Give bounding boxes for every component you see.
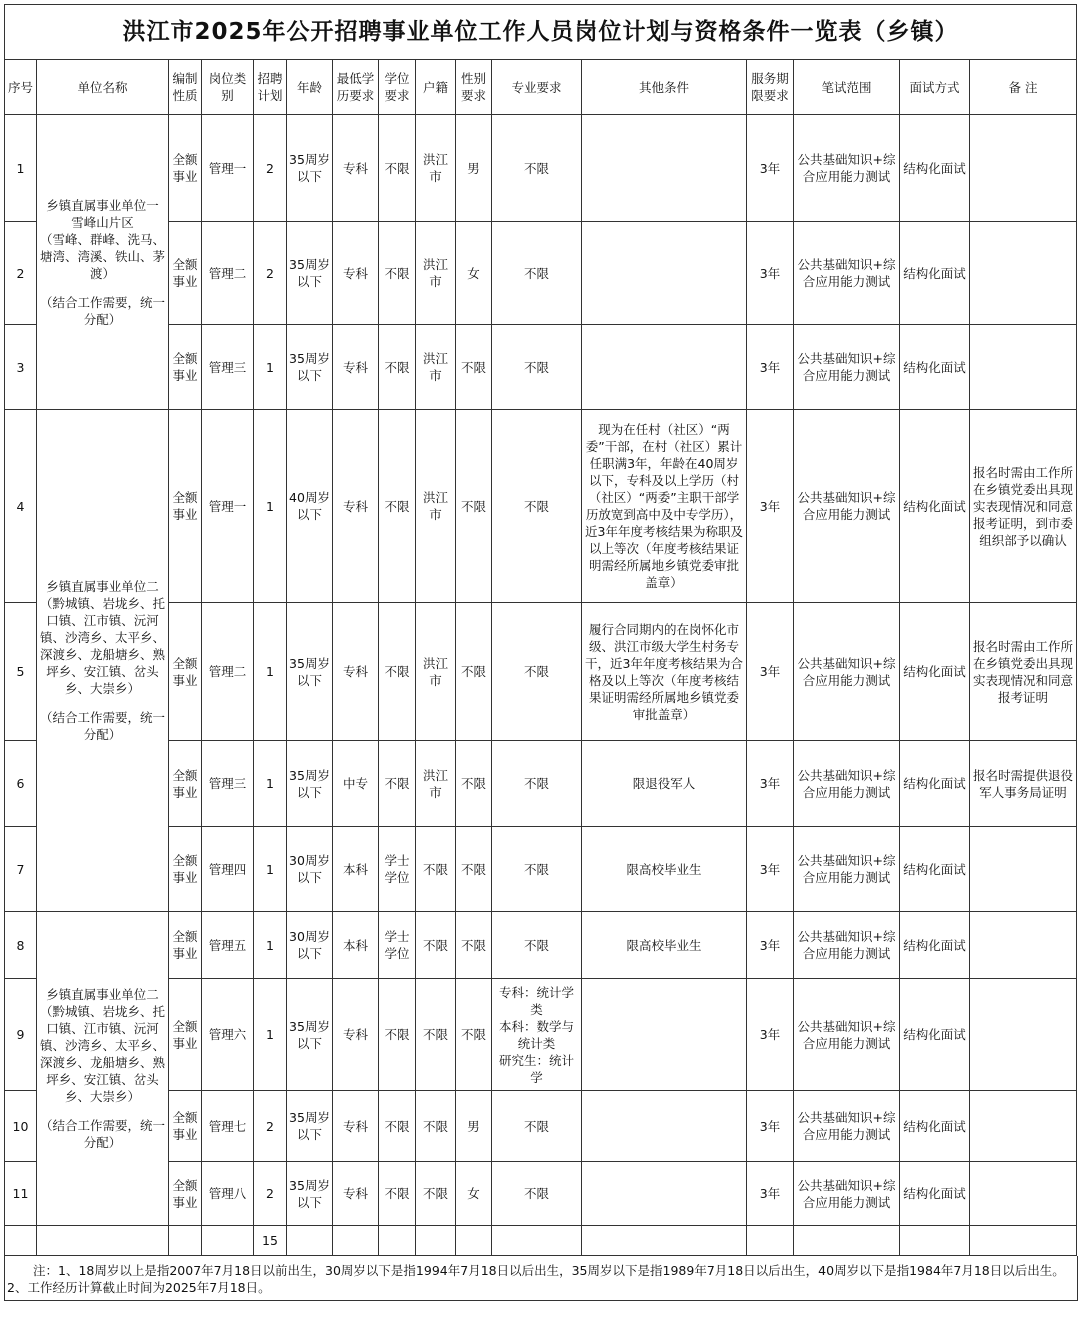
cell-seq: 1 [5, 115, 37, 222]
cell-major: 不限 [492, 741, 582, 827]
cell-major: 不限 [492, 1162, 582, 1226]
cell-edu: 专科 [333, 603, 379, 741]
cell-nature: 全额事业 [169, 827, 202, 912]
cell-age: 35周岁以下 [287, 1091, 333, 1162]
cell-degree: 不限 [379, 325, 416, 410]
cell-written: 公共基础知识+综合应用能力测试 [794, 410, 900, 603]
unit-two-towns: （黔城镇、岩垅乡、托口镇、江市镇、沅河镇、沙湾乡、太平乡、深渡乡、龙船塘乡、熟坪乡、安江镇、岔头乡、大崇乡） [39, 596, 165, 696]
unit-one-area: 雪峰山片区 [71, 214, 134, 230]
cell-remark: 报名时需提供退役军人事务局证明 [970, 741, 1077, 827]
header-age: 年龄 [287, 60, 333, 115]
cell-seq: 10 [5, 1091, 37, 1162]
cell-huji: 不限 [416, 979, 456, 1091]
cell-age: 30周岁以下 [287, 827, 333, 912]
cell-huji: 洪江市 [416, 603, 456, 741]
cell-remark [970, 1091, 1077, 1162]
unit-two-note: （结合工作需要，统一分配） [39, 710, 165, 742]
header-row [5, 60, 1077, 115]
cell-huji: 洪江市 [416, 325, 456, 410]
cell-post: 管理四 [202, 827, 254, 912]
unit-one-note: （结合工作需要，统一分配） [39, 294, 165, 327]
cell-seq: 4 [5, 410, 37, 603]
cell-written: 公共基础知识+综合应用能力测试 [794, 603, 900, 741]
cell-interview: 结构化面试 [900, 603, 970, 741]
cell-seq: 8 [5, 912, 37, 979]
header-gender: 性别要求 [456, 60, 492, 115]
cell-other [582, 979, 747, 1091]
cell-gender: 不限 [456, 325, 492, 410]
cell-major: 不限 [492, 1091, 582, 1162]
cell-remark [970, 115, 1077, 222]
cell-other: 限高校毕业生 [582, 827, 747, 912]
cell-post: 管理二 [202, 222, 254, 325]
cell-gender: 不限 [456, 741, 492, 827]
cell-plan: 1 [254, 410, 287, 603]
page-title: 洪江市2025年公开招聘事业单位工作人员岗位计划与资格条件一览表（乡镇） [5, 5, 1077, 60]
cell-age: 35周岁以下 [287, 222, 333, 325]
cell-plan: 1 [254, 325, 287, 410]
cell-edu: 专科 [333, 115, 379, 222]
cell-remark [970, 912, 1077, 979]
cell-remark [970, 325, 1077, 410]
cell-major: 专科：统计学类 本科：数学与统计类 研究生：统计学 [492, 979, 582, 1091]
cell-degree: 不限 [379, 603, 416, 741]
cell-degree: 学士学位 [379, 827, 416, 912]
cell-service: 3年 [747, 1091, 794, 1162]
cell-interview: 结构化面试 [900, 115, 970, 222]
cell-plan: 1 [254, 603, 287, 741]
cell-seq: 6 [5, 741, 37, 827]
cell-huji: 不限 [416, 1091, 456, 1162]
header-huji: 户籍 [416, 60, 456, 115]
cell-post: 管理五 [202, 912, 254, 979]
cell-written: 公共基础知识+综合应用能力测试 [794, 222, 900, 325]
cell-age: 35周岁以下 [287, 603, 333, 741]
cell-edu: 专科 [333, 222, 379, 325]
header-seq: 序号 [5, 60, 37, 115]
cell-degree: 不限 [379, 979, 416, 1091]
cell-major: 不限 [492, 912, 582, 979]
note-two: 2、工作经历计算截止时间为2025年7月18日。 [7, 1280, 271, 1295]
cell-plan: 2 [254, 1162, 287, 1226]
cell-other [582, 1162, 747, 1226]
cell-age: 35周岁以下 [287, 325, 333, 410]
cell-other [582, 325, 747, 410]
cell-major: 不限 [492, 603, 582, 741]
cell-gender: 不限 [456, 603, 492, 741]
cell-written: 公共基础知识+综合应用能力测试 [794, 115, 900, 222]
cell-interview: 结构化面试 [900, 979, 970, 1091]
cell-major: 不限 [492, 325, 582, 410]
unit-two-name: 乡镇直属事业单位二 [46, 579, 159, 594]
header-nature: 编制性质 [169, 60, 202, 115]
cell-other: 限退役军人 [582, 741, 747, 827]
cell-edu: 专科 [333, 1091, 379, 1162]
cell-interview: 结构化面试 [900, 222, 970, 325]
cell-remark [970, 979, 1077, 1091]
cell-gender: 不限 [456, 827, 492, 912]
cell-huji: 洪江市 [416, 410, 456, 603]
total-row [5, 1226, 1077, 1256]
cell-post: 管理六 [202, 979, 254, 1091]
cell-written: 公共基础知识+综合应用能力测试 [794, 741, 900, 827]
cell-degree: 不限 [379, 410, 416, 603]
cell-post: 管理八 [202, 1162, 254, 1226]
unit-three-note: （结合工作需要，统一分配） [39, 1118, 165, 1150]
cell-gender: 女 [456, 1162, 492, 1226]
cell-age: 30周岁以下 [287, 912, 333, 979]
cell-age: 35周岁以下 [287, 741, 333, 827]
cell-huji: 不限 [416, 912, 456, 979]
cell-degree: 不限 [379, 1162, 416, 1226]
cell-nature: 全额事业 [169, 222, 202, 325]
cell-post: 管理一 [202, 115, 254, 222]
cell-gender: 不限 [456, 979, 492, 1091]
note-one: 注：1、18周岁以上是指2007年7月18日以前出生，30周岁以下是指1994年7月18日以后出生，35周岁以下是指1989年7月18日以后出生，40周岁以下是指1984年7月18日以后出生。 [33, 1263, 1065, 1278]
table-row [5, 410, 1077, 603]
header-major: 专业要求 [492, 60, 582, 115]
cell-age: 40周岁以下 [287, 410, 333, 603]
cell-interview: 结构化面试 [900, 410, 970, 603]
header-edu: 最低学历要求 [333, 60, 379, 115]
cell-other [582, 222, 747, 325]
cell-degree: 学士学位 [379, 912, 416, 979]
cell-nature: 全额事业 [169, 1162, 202, 1226]
header-degree: 学位要求 [379, 60, 416, 115]
header-post: 岗位类别 [202, 60, 254, 115]
cell-seq: 2 [5, 222, 37, 325]
cell-plan: 2 [254, 115, 287, 222]
cell-service: 3年 [747, 325, 794, 410]
cell-service: 3年 [747, 741, 794, 827]
cell-written: 公共基础知识+综合应用能力测试 [794, 827, 900, 912]
cell-plan: 2 [254, 222, 287, 325]
recruitment-table [4, 4, 1077, 1256]
cell-edu: 专科 [333, 1162, 379, 1226]
cell-gender: 不限 [456, 410, 492, 603]
header-written: 笔试范围 [794, 60, 900, 115]
cell-interview: 结构化面试 [900, 912, 970, 979]
cell-edu: 专科 [333, 325, 379, 410]
cell-other: 限高校毕业生 [582, 912, 747, 979]
cell-edu: 本科 [333, 827, 379, 912]
header-remark: 备 注 [970, 60, 1077, 115]
cell-plan: 1 [254, 827, 287, 912]
cell-nature: 全额事业 [169, 410, 202, 603]
cell-nature: 全额事业 [169, 1091, 202, 1162]
cell-post: 管理二 [202, 603, 254, 741]
unit-one-cell [37, 115, 169, 410]
cell-huji: 不限 [416, 827, 456, 912]
cell-edu: 本科 [333, 912, 379, 979]
cell-age: 35周岁以下 [287, 115, 333, 222]
cell-service: 3年 [747, 912, 794, 979]
cell-written: 公共基础知识+综合应用能力测试 [794, 912, 900, 979]
cell-seq: 3 [5, 325, 37, 410]
header-plan: 招聘计划 [254, 60, 287, 115]
unit-three-towns: （黔城镇、岩垅乡、托口镇、江市镇、沅河镇、沙湾乡、太平乡、深渡乡、龙船塘乡、熟坪乡、安江镇、岔头乡、大崇乡） [39, 1004, 165, 1104]
cell-gender: 不限 [456, 912, 492, 979]
cell-remark: 报名时需由工作所在乡镇党委出具现实表现情况和同意报考证明，到市委组织部予以确认 [970, 410, 1077, 603]
cell-major: 不限 [492, 115, 582, 222]
cell-seq: 7 [5, 827, 37, 912]
cell-other [582, 115, 747, 222]
cell-service: 3年 [747, 222, 794, 325]
cell-post: 管理一 [202, 410, 254, 603]
cell-other: 现为在任村（社区）“两委”干部，在村（社区）累计任职满3年，年龄在40周岁以下，专科及以上学历（村（社区）“两委”主职干部学历放宽到高中及中专学历），近3年年度考核结果为称职及以上等次（年度考核结果证明需经所属地乡镇党委审批盖章） [582, 410, 747, 603]
cell-written: 公共基础知识+综合应用能力测试 [794, 1162, 900, 1226]
cell-gender: 女 [456, 222, 492, 325]
cell-seq: 9 [5, 979, 37, 1091]
cell-edu: 专科 [333, 979, 379, 1091]
cell-post: 管理三 [202, 325, 254, 410]
cell-post: 管理七 [202, 1091, 254, 1162]
cell-degree: 不限 [379, 1091, 416, 1162]
unit-two-cell [37, 410, 169, 912]
notes [4, 1256, 1078, 1301]
cell-nature: 全额事业 [169, 912, 202, 979]
unit-one-name: 乡镇直属事业单位一 [46, 197, 159, 213]
cell-remark: 报名时需由工作所在乡镇党委出具现实表现情况和同意报考证明 [970, 603, 1077, 741]
cell-interview: 结构化面试 [900, 741, 970, 827]
cell-huji: 不限 [416, 1162, 456, 1226]
cell-gender: 男 [456, 115, 492, 222]
cell-age: 35周岁以下 [287, 1162, 333, 1226]
header-unit: 单位名称 [37, 60, 169, 115]
cell-service: 3年 [747, 827, 794, 912]
cell-nature: 全额事业 [169, 115, 202, 222]
cell-edu: 专科 [333, 410, 379, 603]
recruitment-sheet [4, 4, 1076, 1301]
cell-remark [970, 827, 1077, 912]
cell-service: 3年 [747, 979, 794, 1091]
cell-interview: 结构化面试 [900, 325, 970, 410]
cell-other: 履行合同期内的在岗怀化市级、洪江市级大学生村务专干，近3年年度考核结果为合格及以上等次（年度考核结果证明需经所属地乡镇党委审批盖章） [582, 603, 747, 741]
cell-written: 公共基础知识+综合应用能力测试 [794, 1091, 900, 1162]
cell-interview: 结构化面试 [900, 827, 970, 912]
cell-plan: 1 [254, 912, 287, 979]
cell-degree: 不限 [379, 741, 416, 827]
table-row [5, 115, 1077, 222]
cell-gender: 男 [456, 1091, 492, 1162]
cell-major: 不限 [492, 222, 582, 325]
cell-service: 3年 [747, 1162, 794, 1226]
unit-one-towns: （雪峰、群峰、洗马、塘湾、湾溪、铁山、茅渡） [39, 231, 165, 281]
cell-major: 不限 [492, 827, 582, 912]
cell-degree: 不限 [379, 115, 416, 222]
cell-nature: 全额事业 [169, 979, 202, 1091]
cell-huji: 洪江市 [416, 115, 456, 222]
table-row [5, 912, 1077, 979]
cell-post: 管理三 [202, 741, 254, 827]
cell-other [582, 1091, 747, 1162]
cell-written: 公共基础知识+综合应用能力测试 [794, 325, 900, 410]
cell-interview: 结构化面试 [900, 1162, 970, 1226]
cell-plan: 2 [254, 1091, 287, 1162]
header-other: 其他条件 [582, 60, 747, 115]
cell-written: 公共基础知识+综合应用能力测试 [794, 979, 900, 1091]
cell-service: 3年 [747, 115, 794, 222]
cell-nature: 全额事业 [169, 741, 202, 827]
unit-three-name: 乡镇直属事业单位二 [46, 987, 159, 1002]
header-interview: 面试方式 [900, 60, 970, 115]
cell-plan: 1 [254, 979, 287, 1091]
cell-seq: 11 [5, 1162, 37, 1226]
cell-plan: 1 [254, 741, 287, 827]
cell-interview: 结构化面试 [900, 1091, 970, 1162]
cell-edu: 中专 [333, 741, 379, 827]
cell-nature: 全额事业 [169, 603, 202, 741]
cell-major: 不限 [492, 410, 582, 603]
header-service: 服务期限要求 [747, 60, 794, 115]
cell-remark [970, 222, 1077, 325]
cell-seq: 5 [5, 603, 37, 741]
cell-service: 3年 [747, 603, 794, 741]
unit-three-cell [37, 912, 169, 1226]
cell-remark [970, 1162, 1077, 1226]
cell-degree: 不限 [379, 222, 416, 325]
total-plan: 15 [254, 1226, 287, 1256]
cell-service: 3年 [747, 410, 794, 603]
cell-huji: 洪江市 [416, 741, 456, 827]
cell-nature: 全额事业 [169, 325, 202, 410]
cell-huji: 洪江市 [416, 222, 456, 325]
cell-age: 35周岁以下 [287, 979, 333, 1091]
